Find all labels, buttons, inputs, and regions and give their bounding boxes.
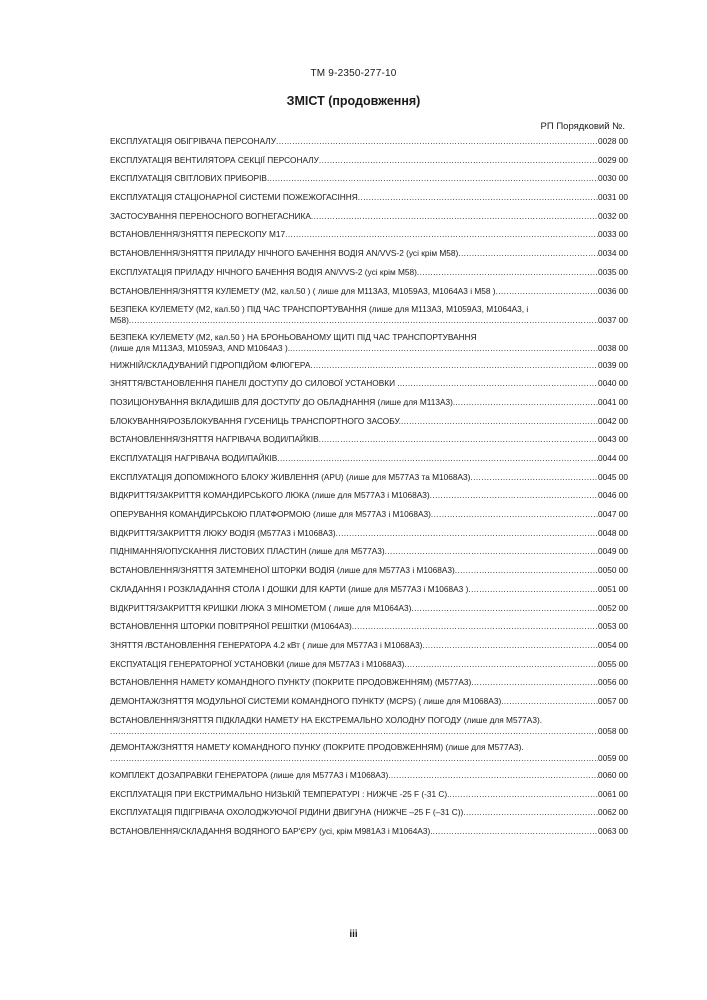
toc-leader-dots — [433, 826, 598, 837]
toc-entry-title: ЗНЯТТЯ /ВСТАНОВЛЕННЯ ГЕНЕРАТОРА 4.2 кВт ( лише для М577А3 і М1068А3) — [110, 639, 423, 650]
toc-entry[interactable] — [110, 416, 628, 427]
toc-entry-number: 0044 00 — [598, 453, 628, 463]
toc-entry-line — [110, 416, 628, 427]
toc-entry-number: 0030 00 — [598, 173, 628, 184]
toc-entry[interactable] — [110, 155, 628, 166]
toc-entry-number: 0036 00 — [598, 285, 628, 296]
toc-entry[interactable] — [110, 286, 628, 297]
page-title: ЗМІСТ (продовження) — [286, 94, 421, 108]
page-number: iii — [349, 929, 358, 940]
toc-entry-number: 0041 00 — [598, 396, 628, 407]
toc-entry-line — [110, 211, 628, 222]
toc-entry-number: 0049 00 — [598, 546, 628, 557]
toc-entry-number: 0051 00 — [598, 583, 628, 594]
toc-entry-number: 0057 00 — [598, 695, 628, 706]
toc-entry-line — [110, 360, 628, 371]
toc-leader-dots — [290, 343, 598, 354]
toc-entry-line — [110, 315, 628, 326]
toc-entry-title: ЕКСПЛУАТАЦІЯ СТАЦІОНАРНОЇ СИСТЕМИ ПОЖЕЖОГАСІННЯ — [110, 192, 358, 203]
toc-entry[interactable] — [110, 434, 628, 445]
toc-entry-line — [110, 789, 628, 800]
toc-entry[interactable] — [110, 640, 628, 651]
toc-leader-dots — [471, 677, 598, 688]
toc-leader-dots — [388, 770, 598, 781]
toc-entry-line — [110, 378, 628, 389]
toc-entry[interactable] — [110, 332, 628, 354]
toc-entry-title: ВСТАНОВЛЕННЯ/ЗНЯТТЯ ПРИЛАДУ НІЧНОГО БАЧЕННЯ ВОДІЯ AN/VVS-2 (усі крім М58) — [110, 248, 459, 259]
toc-entry-title: СКЛАДАННЯ І РОЗКЛАДАННЯ СТОЛА І ДОШКИ ДЛЯ КАРТИ (лише для М577А3 і М1068А3 ) — [110, 583, 469, 594]
toc-entry-line — [110, 696, 628, 707]
toc-entry-line — [110, 434, 628, 445]
toc-entry-title: ЕКСПЛУАТАЦІЯ ПІДІГРІВАЧА ОХОЛОДЖУЮЧОЇ РІДИНИ ДВИГУНА (НИЖЧЕ –25 F (–31 C)) — [110, 807, 464, 818]
toc-leader-dots — [501, 696, 598, 707]
toc-entry-title: КОМПЛЕКТ ДОЗАПРАВКИ ГЕНЕРАТОРА (лише для М577А3 і М1068А3) — [110, 770, 389, 780]
toc-entry[interactable] — [110, 248, 628, 259]
toc-entry-line — [110, 248, 628, 259]
toc-entry-number: 0037 00 — [598, 315, 628, 326]
toc-entry-title: БЕЗПЕКА КУЛЕМЕТУ (М2, кал.50 ) ПІД ЧАС ТРАНСПОРТУВАННЯ (лише для М113А3, М1059А3, М1064А3, і — [110, 304, 529, 315]
toc-entry[interactable] — [110, 397, 628, 408]
toc-leader-dots — [458, 248, 598, 259]
toc-entry[interactable] — [110, 490, 628, 501]
toc-entry-title: ЕКСПЛУАТАЦІЯ СВІТЛОВИХ ПРИБОРІВ — [110, 173, 267, 184]
toc-entry[interactable] — [110, 509, 628, 520]
toc-entry-line — [110, 490, 628, 501]
toc-entry-number: 0042 00 — [598, 415, 628, 426]
toc-entry[interactable] — [110, 378, 628, 389]
toc-entry[interactable] — [110, 173, 628, 184]
toc-entry-number: 0060 00 — [598, 770, 628, 780]
toc-entry[interactable] — [110, 192, 628, 203]
toc-entry-title: ЕКСПЛУАТАЦІЯ ДОПОМІЖНОГО БЛОКУ ЖИВЛЕННЯ (APU) (лише для М577А3 та М1068А3) — [110, 471, 471, 482]
toc-leader-dots — [455, 397, 598, 408]
toc-leader-dots — [431, 509, 598, 520]
toc-leader-dots — [455, 565, 598, 576]
toc-entry-line — [110, 603, 628, 614]
toc-entry[interactable] — [110, 696, 628, 707]
toc-entry-title: ДЕМОНТАЖ/ЗНЯТТЯ НАМЕТУ КОМАНДНОГО ПУНКУ (ПОКРИТЕ ПРОДОВЖЕННЯМ) (лише для М577А3). — [110, 742, 524, 753]
toc-entry[interactable] — [110, 584, 628, 595]
toc-entry-title: ВСТАНОВЛЕННЯ/ЗНЯТТЯ КУЛЕМЕТУ (М2, кал.50 ) ( лише для М113А3, М1059А3, М1064А3 і М58 ) — [110, 285, 496, 296]
toc-entry-line — [110, 229, 628, 240]
toc-entry-title: ЕКСПЛУАТАЦІЯ ПРИ ЕКСТРИМАЛЬНО НИЗЬКІЙ ТЕМПЕРАТУРІ : НИЖЧЕ -25 F (-31 C). — [110, 788, 450, 799]
toc-leader-dots — [417, 267, 598, 278]
toc-entry-line — [110, 267, 628, 278]
toc-entry-number: 0040 00 — [598, 378, 628, 389]
toc-leader-dots — [385, 546, 598, 557]
toc-leader-dots — [422, 640, 598, 651]
toc-entry-continuation: М58) — [110, 315, 129, 326]
toc-leader-dots — [129, 315, 598, 326]
toc-entry[interactable] — [110, 453, 628, 464]
toc-leader-dots — [319, 155, 598, 166]
toc-leader-dots — [496, 286, 598, 297]
toc-entry-title: ЕКСПЛУАТАЦІЯ ВЕНТИЛЯТОРА СЕКЦІЇ ПЕРСОНАЛУ — [110, 154, 319, 165]
toc-entry-title: ВІДКРИТТЯ/ЗАКРИТТЯ КРИШКИ ЛЮКА З МІНОМЕТОМ ( лише для М1064А3) — [110, 602, 412, 613]
toc-entry-line — [110, 621, 628, 632]
document-id: ТМ 9-2350-277-10 — [310, 68, 397, 79]
toc-entry-title: ПОЗИЦІОНУВАННЯ ВКЛАДИШІВ ДЛЯ ДОСТУПУ ДО ОБЛАДНАННЯ (лише для М113А3). — [110, 396, 456, 407]
toc-leader-dots — [401, 416, 598, 427]
toc-entry-line — [110, 173, 628, 184]
toc-entry-line — [110, 192, 628, 203]
toc-entry-title: ЗНЯТТЯ/ВСТАНОВЛЕННЯ ПАНЕЛІ ДОСТУПУ ДО СИЛОВОЇ УСТАНОВКИ . — [110, 378, 400, 389]
toc-entry-line — [110, 286, 628, 297]
toc-entry[interactable] — [110, 267, 628, 278]
toc-leader-dots — [310, 360, 598, 371]
toc-entry[interactable] — [110, 211, 628, 222]
toc-entry-line — [110, 546, 628, 557]
toc-entry-number: 0053 00 — [598, 621, 628, 632]
toc-entry-title: ВСТАНОВЛЕННЯ ШТОРКИ ПОВІТРЯНОЇ РЕШІТКИ (М1064А3) — [110, 621, 352, 632]
toc-entry-number: 0029 00 — [598, 154, 628, 165]
toc-leader-dots — [319, 434, 598, 445]
toc-entry[interactable] — [110, 304, 628, 326]
toc-entry-number: 0038 00 — [598, 342, 628, 353]
toc-leader-dots — [311, 211, 598, 222]
toc-entry-line — [110, 343, 628, 354]
toc-entry[interactable] — [110, 742, 628, 764]
toc-entry-number: 0050 00 — [598, 565, 628, 576]
toc-entry-title: ЕКСПУАТАЦІЯ ГЕНЕРАТОРНОЇ УСТАНОВКИ (лише для М577А3 і М1068А3) — [110, 658, 405, 669]
toc-entry[interactable] — [110, 229, 628, 240]
toc-entry[interactable] — [110, 621, 628, 632]
toc-leader-dots — [430, 490, 598, 501]
toc-entry[interactable] — [110, 770, 628, 781]
toc-entry-title: ДЕМОНТАЖ/ЗНЯТТЯ МОДУЛЬНОЇ СИСТЕМИ КОМАНДНОГО ПУНКТУ (MCPS) ( лише для М1068А3) — [110, 695, 502, 706]
toc-leader-dots — [358, 192, 598, 203]
toc-entry-title: ВСТАНОВЛЕННЯ НАМЕТУ КОМАНДНОГО ПУНКТУ (ПОКРИТЕ ПРОДОВЖЕННЯМ) (М577А3) — [110, 677, 472, 688]
toc-entry-line — [110, 155, 628, 166]
toc-entry-number: 0048 00 — [598, 527, 628, 538]
toc-leader-dots — [110, 753, 598, 764]
toc-leader-dots — [336, 528, 598, 539]
toc-entry-number: 0028 00 — [598, 136, 628, 146]
toc-entry-line — [110, 770, 628, 781]
toc-entry-line — [110, 565, 628, 576]
toc-entry-title: БЛОКУВАННЯ/РОЗБЛОКУВАННЯ ГУСЕНИЦЬ ТРАНСПОРТНОГО ЗАСОБУ. — [110, 415, 401, 426]
toc-entry-number: 0043 00 — [598, 434, 628, 445]
toc-entry-number: 0034 00 — [598, 248, 628, 259]
toc-leader-dots — [110, 726, 598, 737]
toc-entry-line — [110, 677, 628, 688]
toc-entry-number: 0054 00 — [598, 639, 628, 650]
toc-leader-dots — [276, 136, 598, 147]
toc-entry-title: ЕКСПЛУАТАЦІЯ ПРИЛАДУ НІЧНОГО БАЧЕННЯ ВОДІЯ AN/VVS-2 (усі крім М58) — [110, 266, 417, 277]
toc-entry-number: 0032 00 — [598, 210, 628, 221]
toc-entry-line — [110, 136, 628, 147]
toc-entry-line — [110, 807, 628, 818]
toc-leader-dots — [400, 378, 598, 389]
toc-entry[interactable] — [110, 807, 628, 818]
toc-entry-line — [110, 640, 628, 651]
toc-entry-title: ВСТАНОВЛЕННЯ/ЗНЯТТЯ ЗАТЕМНЕНОЇ ШТОРКИ ВОДІЯ (лише для М577А3 і М1068А3) — [110, 565, 455, 576]
toc-leader-dots — [285, 229, 598, 240]
toc-leader-dots — [404, 659, 598, 670]
toc-leader-dots — [411, 603, 598, 614]
toc-entry-number: 0039 00 — [598, 359, 628, 370]
toc-entry-number: 0046 00 — [598, 490, 628, 501]
toc-leader-dots — [450, 789, 599, 800]
toc-entry-title: НИЖНІЙ/СКЛАДУВАНИЙ ГІДРОПІДЙОМ ФЛЮГЕРА — [110, 359, 311, 370]
toc-entry-line — [110, 509, 628, 520]
toc-entry-number: 0047 00 — [598, 509, 628, 520]
toc-entry-number: 0056 00 — [598, 677, 628, 688]
toc-entry-number: 0058 00 — [598, 725, 628, 736]
toc-entry-number: 0033 00 — [598, 229, 628, 240]
toc-leader-dots — [470, 472, 598, 483]
toc-entry-line — [110, 584, 628, 595]
toc-entry-continuation: (лише для М113А3, М1059А3, AND М1064А3 ). — [110, 342, 291, 353]
toc-entry[interactable] — [110, 715, 628, 737]
toc-leader-dots — [277, 453, 598, 464]
toc-entry-number: 0052 00 — [598, 602, 628, 613]
toc-entry-title: ВСТАНОВЛЕННЯ/СКЛАДАННЯ ВОДЯНОГО БАР'ЄРУ (усі, крім М981А3 і М1064А3). — [110, 826, 433, 837]
toc-entry[interactable] — [110, 546, 628, 557]
table-of-contents — [110, 136, 628, 845]
toc-entry-title: ВСТАНОВЛЕННЯ/ЗНЯТТЯ ПЕРЕСКОПУ М17 — [110, 229, 286, 240]
toc-entry-title: ВІДКРИТТЯ/ЗАКРИТТЯ КОМАНДИРСЬКОГО ЛЮКА (лише для М577А3 і М1068А3) — [110, 490, 430, 501]
toc-entry-line — [110, 528, 628, 539]
column-header: РП Порядковий №. — [540, 121, 625, 132]
toc-entry-number: 0062 00 — [598, 807, 628, 818]
toc-entry-title: ЗАСТОСУВАННЯ ПЕРЕНОСНОГО ВОГНЕГАСНИКА — [110, 210, 311, 221]
toc-entry-number: 0031 00 — [598, 192, 628, 203]
toc-entry[interactable] — [110, 472, 628, 483]
toc-entry-number: 0063 00 — [598, 826, 628, 837]
toc-entry-number: 0035 00 — [598, 266, 628, 277]
toc-entry[interactable] — [110, 826, 628, 837]
toc-leader-dots — [352, 621, 598, 632]
toc-entry[interactable] — [110, 528, 628, 539]
toc-entry-line — [110, 397, 628, 408]
toc-entry-number: 0055 00 — [598, 658, 628, 669]
toc-entry[interactable] — [110, 789, 628, 800]
toc-entry-line — [110, 472, 628, 483]
toc-entry-line — [110, 826, 628, 837]
toc-entry-title: ЕКСПЛУАТАЦІЯ ОБІГРІВАЧА ПЕРСОНАЛУ — [110, 136, 277, 146]
toc-entry[interactable] — [110, 360, 628, 371]
toc-leader-dots — [267, 173, 598, 184]
toc-entry-line — [110, 753, 628, 764]
toc-entry[interactable] — [110, 603, 628, 614]
toc-entry[interactable] — [110, 677, 628, 688]
toc-leader-dots — [468, 584, 598, 595]
toc-leader-dots — [463, 807, 598, 818]
toc-entry-number: 0045 00 — [598, 471, 628, 482]
toc-entry[interactable] — [110, 136, 628, 147]
toc-entry-title: ВІДКРИТТЯ/ЗАКРИТТЯ ЛЮКУ ВОДІЯ (М577А3 і М1068А3) — [110, 527, 336, 538]
toc-entry[interactable] — [110, 659, 628, 670]
toc-entry-number: 0059 00 — [598, 753, 628, 764]
toc-entry-title: ВСТАНОВЛЕННЯ/ЗНЯТТЯ НАГРІВАЧА ВОДИ/ПАЙКІВ — [110, 434, 319, 445]
toc-entry-title: БЕЗПЕКА КУЛЕМЕТУ (М2, кал.50 ) НА БРОНЬОВАНОМУ ЩИТІ ПІД ЧАС ТРАНСПОРТУВАННЯ — [110, 331, 477, 342]
toc-entry[interactable] — [110, 565, 628, 576]
toc-entry-line — [110, 659, 628, 670]
toc-entry-title: ВСТАНОВЛЕННЯ/ЗНЯТТЯ ПІДКЛАДКИ НАМЕТУ НА ЕКСТРЕМАЛЬНО ХОЛОДНУ ПОГОДУ (лише для М577А3). — [110, 714, 543, 725]
toc-entry-line — [110, 453, 628, 464]
toc-entry-line — [110, 726, 628, 737]
toc-entry-title: ОПЕРУВАННЯ КОМАНДИРСЬКОЮ ПЛАТФОРМОЮ (лише для М577А3 і М1068А3) — [110, 509, 431, 520]
toc-entry-number: 0061 00 — [598, 788, 628, 799]
toc-entry-title: ЕКСПЛУАТАЦІЯ НАГРІВАЧА ВОДИ/ПАЙКІВ — [110, 453, 278, 463]
toc-entry-title: ПІДНІМАННЯ/ОПУСКАННЯ ЛИСТОВИХ ПЛАСТИН (лише для М577А3) — [110, 546, 385, 557]
